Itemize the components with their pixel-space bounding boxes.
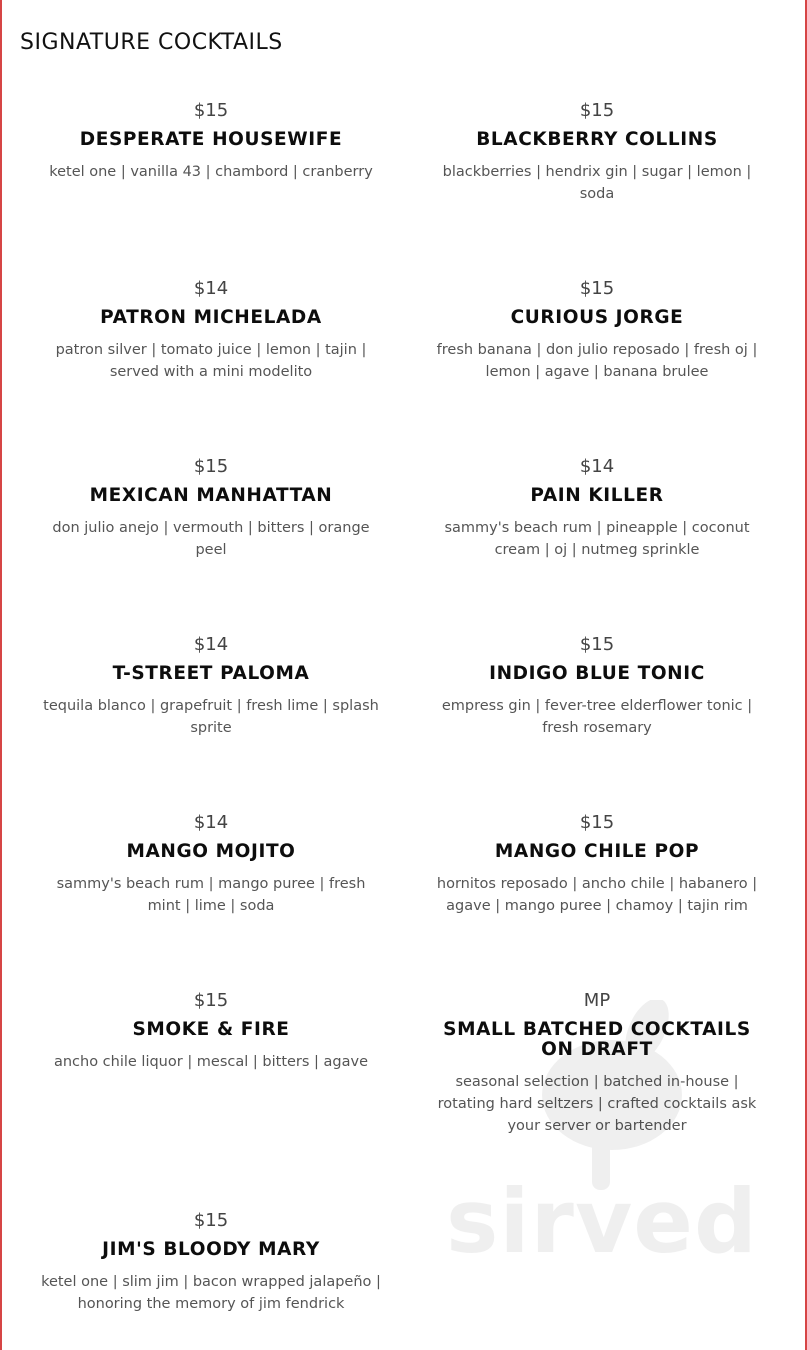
- menu-item: [41, 99, 381, 183]
- item-name: SMOKE & FIRE: [132, 1019, 290, 1040]
- item-price: $15: [579, 278, 615, 299]
- item-description: seasonal selection | batched in-house | rotating hard seltzers | crafted cocktails ask your server or bartender: [437, 1074, 757, 1134]
- item-price: $15: [579, 812, 615, 833]
- item-price: $15: [579, 634, 615, 655]
- item-price: $14: [193, 634, 229, 655]
- item-name: JIM'S BLOODY MARY: [102, 1239, 320, 1260]
- item-description: tequila blanco | grapefruit | fresh lime | splash sprite: [43, 698, 379, 736]
- item-name: DESPERATE HOUSEWIFE: [79, 129, 343, 150]
- menu-item: [427, 811, 767, 917]
- menu-item: [427, 989, 767, 1137]
- item-price: $14: [579, 456, 615, 477]
- section-title: SIGNATURE COCKTAILS: [20, 30, 283, 55]
- menu-item: [41, 277, 381, 383]
- watermark-text: sirved: [446, 1170, 758, 1273]
- menu-item: [41, 811, 381, 917]
- item-description: empress gin | fever-tree elderflower tonic | fresh rosemary: [441, 698, 753, 736]
- item-price: $15: [579, 100, 615, 121]
- item-name: PATRON MICHELADA: [100, 307, 322, 328]
- item-description: sammy's beach rum | mango puree | fresh mint | lime | soda: [56, 876, 366, 914]
- menu-item: [427, 277, 767, 383]
- menu-item: [41, 455, 381, 561]
- item-name: SMALL BATCHED COCKTAILS ON DRAFT: [443, 1019, 751, 1060]
- item-name: MANGO CHILE POP: [494, 841, 700, 862]
- item-price: $15: [193, 1210, 229, 1231]
- item-description: don julio anejo | vermouth | bitters | orange peel: [52, 520, 370, 558]
- item-name: MANGO MOJITO: [126, 841, 296, 862]
- item-description: blackberries | hendrix gin | sugar | lemon | soda: [442, 164, 752, 202]
- item-description: hornitos reposado | ancho chile | habanero | agave | mango puree | chamoy | tajin rim: [436, 876, 758, 914]
- menu-item: [427, 99, 767, 205]
- item-name: CURIOUS JORGE: [510, 307, 684, 328]
- menu-item: [41, 633, 381, 739]
- item-description: sammy's beach rum | pineapple | coconut cream | oj | nutmeg sprinkle: [444, 520, 750, 558]
- item-name: INDIGO BLUE TONIC: [489, 663, 705, 684]
- item-description: ketel one | vanilla 43 | chambord | cranberry: [49, 164, 373, 180]
- item-price: $15: [193, 990, 229, 1011]
- item-price: $15: [193, 100, 229, 121]
- item-description: fresh banana | don julio reposado | fresh oj | lemon | agave | banana brulee: [436, 342, 758, 380]
- item-name: PAIN KILLER: [530, 485, 664, 506]
- menu-item: [427, 455, 767, 561]
- item-name: T-STREET PALOMA: [112, 663, 310, 684]
- item-name: BLACKBERRY COLLINS: [476, 129, 718, 150]
- item-price: $14: [193, 812, 229, 833]
- menu-item: [427, 633, 767, 739]
- item-description: ketel one | slim jim | bacon wrapped jalapeño | honoring the memory of jim fendrick: [41, 1274, 381, 1312]
- item-price: $14: [193, 278, 229, 299]
- item-price: $15: [193, 456, 229, 477]
- item-price: MP: [583, 990, 611, 1011]
- item-description: ancho chile liquor | mescal | bitters | agave: [53, 1054, 369, 1070]
- item-description: patron silver | tomato juice | lemon | tajin | served with a mini modelito: [55, 342, 367, 380]
- menu-item: [41, 989, 381, 1073]
- item-name: MEXICAN MANHATTAN: [89, 485, 333, 506]
- menu-item: [41, 1209, 381, 1315]
